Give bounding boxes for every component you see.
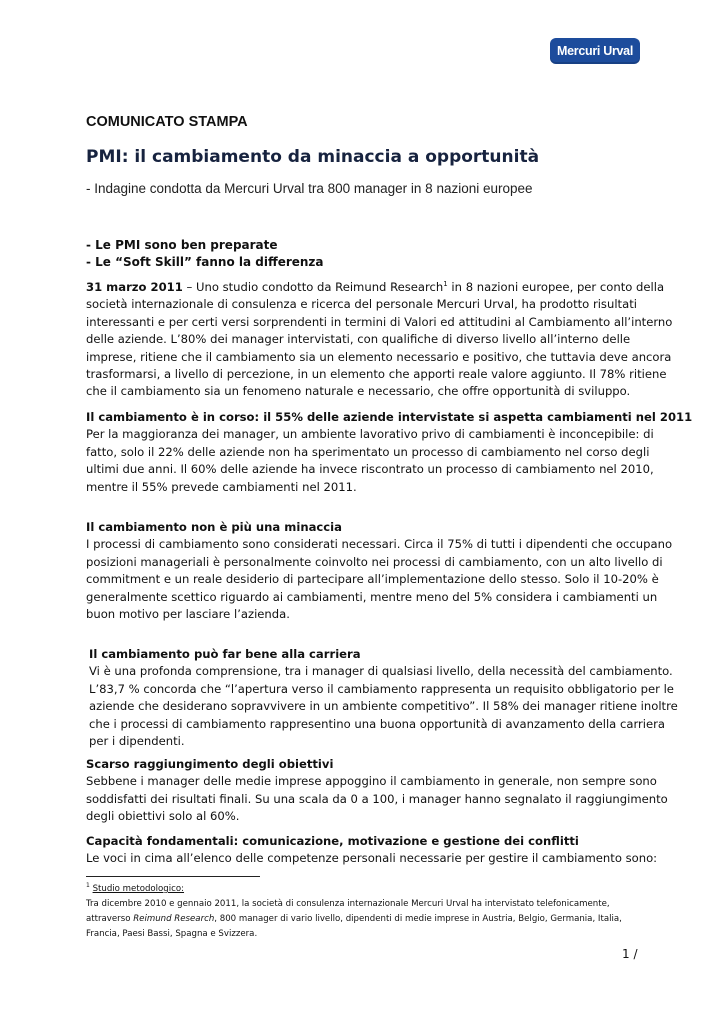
- mercuri-urval-logo: Mercuri Urval: [550, 38, 640, 64]
- paragraph-line: che i processi di cambiamento rappresentino una buona opportunità di avanzamento della carriera: [89, 716, 666, 731]
- paragraph-line: commitment e un reale desiderio di partecipare all’implementazione dello stesso. Solo il 10-20% è: [86, 572, 659, 587]
- footnote: [86, 882, 646, 942]
- section-objectives: [86, 756, 668, 826]
- paragraph-line: trasformarsi, a livello di percezione, in un elemento che apporti reale valore aggiunto. Il 78% ritiene: [86, 367, 667, 382]
- section-career: [89, 646, 678, 750]
- document-type-label: COMUNICATO STAMPA: [86, 114, 248, 130]
- section-change-in-progress: [86, 409, 693, 496]
- section-core-skills: [86, 833, 658, 868]
- section-heading: Il cambiamento non è più una minaccia: [86, 520, 342, 534]
- paragraph-line: Le voci in cima all’elenco delle competenze personali necessarie per gestire il cambiamento sono:: [86, 851, 658, 866]
- intro-paragraph: [86, 279, 673, 401]
- highlight-item: - Le “Soft Skill” fanno la differenza: [86, 255, 324, 269]
- intro-text: in 8 nazioni europee, per conto della: [447, 280, 665, 294]
- footnote-line: [86, 912, 646, 927]
- section-no-longer-threat: [86, 519, 673, 623]
- paragraph-line: interessanti e per certi versi sorprendenti in termini di Valori ed attitudini al Cambiamento all’interno: [86, 314, 673, 329]
- paragraph-line: ultimi due anni. Il 60% delle aziende ha invece riscontrato un processo di cambiamento nel 2010,: [86, 462, 654, 477]
- paragraph-line: Sebbene i manager delle medie imprese appoggino il cambiamento in generale, non sempre sono: [86, 774, 657, 789]
- paragraph-line: che il cambiamento sia un fenomeno naturale e necessario, che offre opportunità di sviluppo.: [86, 384, 631, 399]
- paragraph-line: I processi di cambiamento sono considerati necessari. Circa il 75% di tutti i dipendenti che occupano: [86, 537, 673, 552]
- footnote-italic-text: Reimund Research: [133, 914, 215, 924]
- footnote-reference[interactable]: 1: [443, 280, 448, 289]
- paragraph-line: delle aziende. L’80% dei manager intervistati, con qualifiche di diverso livello all’interno delle: [86, 332, 631, 347]
- footnote-line: Tra dicembre 2010 e gennaio 2011, la società di consulenza internazionale Mercuri Urval ha intervistato telefonicamente,: [86, 899, 610, 909]
- paragraph-line: generalmente scettico riguardo ai cambiamenti, mentre meno del 5% considera i cambiamenti un: [86, 589, 658, 604]
- footnote-divider: [86, 876, 260, 877]
- page-number: 1 /: [622, 947, 638, 961]
- paragraph-line: aziende che desiderano sopravvivere in un ambiente competitivo”. Il 58% dei manager ritiene inoltre: [89, 699, 678, 714]
- section-heading: Scarso raggiungimento degli obiettivi: [86, 757, 334, 771]
- footnote-text: , 800 manager di vario livello, dipendenti di medie imprese in Austria, Belgio, Germania, Italia,: [214, 914, 622, 924]
- paragraph-line: degli obiettivi solo al 60%.: [86, 809, 240, 824]
- footnote-marker: 1: [86, 882, 90, 890]
- paragraph-line: per i dipendenti.: [89, 734, 185, 749]
- paragraph-line: L’83,7 % concorda che “l’apertura verso il cambiamento rappresenta un requisito obbligatorio per le: [89, 681, 674, 696]
- paragraph-line: fatto, solo il 22% delle aziende non ha sperimentato un processo di cambiamento nel corso degli: [86, 444, 650, 459]
- footnote-title: [86, 882, 646, 897]
- section-heading: Capacità fondamentali: comunicazione, motivazione e gestione dei conflitti: [86, 834, 579, 848]
- highlight-item: - Le PMI sono ben preparate: [86, 238, 278, 252]
- intro-first-line: [86, 279, 665, 296]
- page-subtitle: - Indagine condotta da Mercuri Urval tra 800 manager in 8 nazioni europee: [86, 181, 533, 196]
- release-date: 31 marzo 2011: [86, 280, 183, 294]
- footnote-line: Francia, Paesi Bassi, Spagna e Svizzera.: [86, 929, 258, 939]
- footnote-label: Studio metodologico:: [92, 884, 185, 894]
- intro-text: – Uno studio condotto da Reimund Research: [182, 280, 444, 294]
- paragraph-line: Per la maggioranza dei manager, un ambiente lavorativo privo di cambiamenti è inconcepibile: di: [86, 427, 654, 442]
- paragraph-line: soddisfatti dei risultati finali. Su una scala da 0 a 100, i manager hanno segnalato il raggiungimento: [86, 791, 668, 806]
- paragraph-line: mentre il 55% prevede cambiamenti nel 2011.: [86, 479, 357, 494]
- paragraph-line: Vi è una profonda comprensione, tra i manager di qualsiasi livello, della necessità del cambiamento.: [89, 664, 673, 679]
- page-title: PMI: il cambiamento da minaccia a opportunità: [86, 147, 540, 167]
- section-heading: Il cambiamento è in corso: il 55% delle aziende intervistate si aspetta cambiamenti nel 2011: [86, 410, 693, 424]
- footnote-text: attraverso: [86, 914, 134, 924]
- section-heading: Il cambiamento può far bene alla carriera: [89, 647, 361, 661]
- paragraph-line: società internazionale di consulenza e ricerca del personale Mercuri Urval, ha prodotto risultati: [86, 297, 637, 312]
- highlights-list: [86, 237, 324, 271]
- paragraph-line: imprese, ritiene che il cambiamento sia un elemento necessario e positivo, che tuttavia deve ancora: [86, 349, 672, 364]
- paragraph-line: buon motivo per lasciare l’azienda.: [86, 607, 290, 622]
- paragraph-line: posizioni manageriali è personalmente coinvolto nei processi di cambiamento, con un alto livello di: [86, 554, 663, 569]
